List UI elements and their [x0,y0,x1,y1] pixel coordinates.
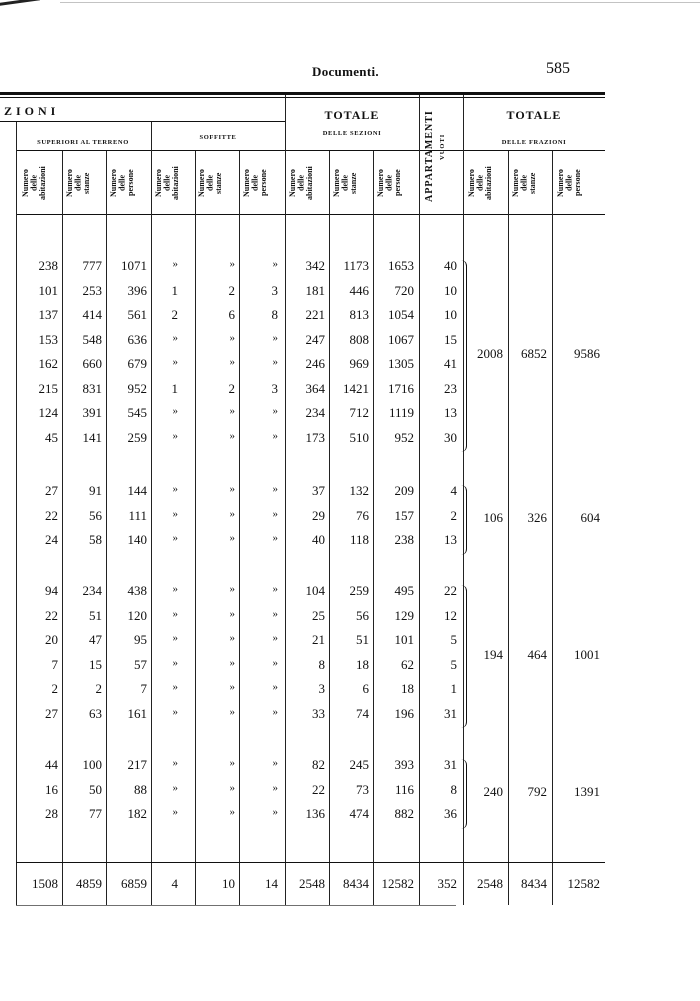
table-cell: 1119 [388,405,414,420]
table-cell: 16 [45,781,58,797]
grand-total-cell: 12582 [381,876,414,891]
table-cell: 101 [38,282,58,298]
table-cell: » [172,532,178,544]
table-cell: 82 [312,757,325,772]
table-cell: 50 [89,781,102,797]
table-cell: 22 [45,507,58,523]
table-cell: » [229,507,235,520]
page-number: 585 [546,60,570,77]
table-cell: 882 [394,806,414,821]
table-cell: » [229,532,235,544]
grand-total-cell: 4859 [76,876,102,891]
appartamenti-heading: APPARTAMENTI [424,110,435,202]
table-cell: 1 [450,681,457,696]
table-cell: » [172,681,178,693]
table-cell: 27 [45,483,58,498]
table-cell: 62 [401,656,414,672]
grand-total-cell: 4 [171,876,178,891]
table-cell: 33 [312,705,325,721]
table-cell: 679 [127,356,147,371]
table-cell: 13 [444,532,457,547]
table-cell: » [172,356,178,368]
soffitte-heading: SOFFITTE [199,134,237,141]
table-cell: » [272,583,278,595]
table-cell: 393 [394,757,414,772]
table-cell: 12 [444,607,457,623]
superiori-heading: SUPERIORI AL TERRENO [37,139,129,146]
col-label-soffitte-persone: Numero delle persone [242,169,268,197]
table-cell: 25 [312,607,325,623]
table-cell: » [229,583,235,595]
table-cell: 31 [444,757,457,772]
table-cell: 7 [51,656,58,672]
table-cell: 5 [450,632,457,647]
table-cell: » [272,429,278,442]
table-cell: 37 [312,483,325,498]
group-total-cell: 240 [483,783,503,799]
table-cell: 74 [356,705,369,721]
table-cell: » [229,607,235,620]
group-total-cell: 2008 [477,346,503,361]
table-cell: » [172,429,178,442]
group-total-cell: 194 [483,646,503,662]
section-heading: ZIONI [4,104,60,118]
table-cell: 8 [271,307,278,322]
grand-total-cell: 12582 [567,876,600,891]
table-cell: 73 [356,781,369,797]
rule-left [16,122,17,905]
table-cell: 253 [82,282,102,298]
table-cell: 141 [82,429,102,445]
table-cell: 3 [318,681,325,696]
table-cell: 1653 [388,258,414,273]
table-cell: 259 [349,583,369,598]
group-total-cell: 326 [527,509,547,525]
table-cell: 27 [45,705,58,721]
table-top-rule-2 [0,97,605,98]
table-cell: » [172,507,178,520]
table-cell: 36 [444,806,457,821]
table-cell: 1 [171,282,178,298]
subheading-rule [16,150,605,151]
table-cell: 8 [318,656,325,672]
table-cell: 51 [89,607,102,623]
table-cell: 129 [394,607,414,623]
grand-total-cell: 2548 [299,876,325,891]
table-cell: 24 [45,532,58,547]
table-cell: » [272,405,278,417]
total-rule-top [16,862,605,863]
table-cell: 495 [394,583,414,598]
table-cell: » [229,405,235,417]
table-cell: 47 [89,632,102,647]
group-total-cell: 464 [527,646,547,662]
col-label-sezioni-abitazioni: Numero delle abitazioni [288,166,314,200]
table-cell: 95 [134,632,147,647]
table-cell: 104 [305,583,325,598]
table-cell: » [272,607,278,620]
table-cell: » [229,356,235,368]
total-rule-bottom [16,905,456,906]
table-cell: 40 [444,258,457,273]
table-cell: » [172,483,178,495]
table-cell: 234 [305,405,325,420]
table-cell: » [229,781,235,794]
table-cell: 2 [228,282,235,298]
table-cell: 13 [444,405,457,420]
scan-line-top [60,2,700,3]
table-cell: 63 [89,705,102,721]
table-cell: 144 [127,483,147,498]
table-cell: » [172,583,178,595]
table-cell: 15 [444,331,457,347]
col-label-soffitte-stanze: Numero delle stanze [197,169,223,197]
table-cell: 76 [356,507,369,523]
table-cell: 246 [305,356,325,371]
table-cell: 57 [134,656,147,672]
table-cell: » [172,632,178,644]
table-cell: 40 [312,532,325,547]
group-total-cell: 106 [483,509,503,525]
table-cell: 8 [450,781,457,797]
table-cell: 29 [312,507,325,523]
table-cell: 2 [51,681,58,696]
table-cell: 23 [444,380,457,396]
col-label-soffitte-abitazioni: Numero delle abitazioni [154,166,180,200]
table-cell: » [172,705,178,718]
table-cell: 215 [38,380,58,396]
table-cell: 196 [394,705,414,721]
table-cell: 3 [271,380,278,396]
table-cell: 2 [228,380,235,396]
table-cell: » [172,405,178,417]
grand-total-cell: 8434 [521,876,547,891]
table-top-rule [0,92,605,95]
table-cell: 813 [349,307,369,322]
table-cell: 153 [38,331,58,347]
table-cell: 2 [95,681,102,696]
table-cell: 6 [362,681,369,696]
col-label-sezioni-persone: Numero delle persone [376,169,402,197]
table-cell: 161 [127,705,147,721]
table-cell: 952 [394,429,414,445]
col-label-stanze: Numero delle stanze [65,169,91,197]
table-cell: 4 [450,483,457,498]
table-cell: » [272,356,278,368]
table-cell: 1305 [388,356,414,371]
table-cell: » [172,258,178,270]
table-cell: 15 [89,656,102,672]
scan-mark-top-left [0,0,40,6]
grand-total-cell: 10 [222,876,235,891]
table-cell: 58 [89,532,102,547]
table-cell: 182 [127,806,147,821]
col-label-frazioni-abitazioni: Numero delle abitazioni [467,166,493,200]
table-cell: 137 [38,307,58,322]
group-total-cell: 792 [527,783,547,799]
table-cell: 6 [228,307,235,322]
table-cell: 831 [82,380,102,396]
table-cell: 157 [394,507,414,523]
table-cell: 111 [128,507,147,523]
group-total-cell: 6852 [521,346,547,361]
table-cell: 7 [140,681,147,696]
table-cell: 217 [127,757,147,772]
table-cell: » [172,331,178,344]
table-cell: 20 [45,632,58,647]
table-cell: » [272,656,278,669]
table-cell: 10 [444,307,457,322]
group-total-cell: 604 [580,509,600,525]
table-cell: 18 [401,681,414,696]
table-cell: 808 [349,331,369,347]
table-cell: 22 [45,607,58,623]
table-cell: 45 [45,429,58,445]
heading-rule-left [0,121,286,122]
grand-total-cell: 8434 [343,876,369,891]
grand-total-cell: 14 [265,876,278,891]
table-cell: 1054 [388,307,414,322]
table-cell: 247 [305,331,325,347]
table-cell: 259 [127,429,147,445]
table-cell: 209 [394,483,414,498]
table-cell: » [172,757,178,769]
table-cell: 94 [45,583,58,598]
table-cell: » [272,781,278,794]
table-cell: 342 [305,258,325,273]
table-cell: 28 [45,806,58,821]
table-cell: 3 [271,282,278,298]
table-cell: 132 [349,483,369,498]
table-cell: 116 [394,781,414,797]
table-cell: 5 [450,656,457,672]
table-cell: 777 [82,258,102,273]
table-cell: 56 [89,507,102,523]
table-cell: 136 [305,806,325,821]
table-cell: 118 [349,532,369,547]
table-cell: 712 [349,405,369,420]
table-cell: » [172,781,178,794]
table-cell: » [229,757,235,769]
table-cell: 548 [82,331,102,347]
table-cell: 364 [305,380,325,396]
table-cell: 474 [349,806,369,821]
table-cell: » [272,532,278,544]
table-cell: » [172,656,178,669]
table-cell: 31 [444,705,457,721]
table-cell: 22 [444,583,457,598]
table-cell: 969 [349,356,369,371]
table-cell: 561 [127,307,147,322]
table-cell: » [229,429,235,442]
table-cell: » [272,331,278,344]
table-cell: » [172,607,178,620]
grand-total-cell: 1508 [32,876,58,891]
table-cell: 18 [356,656,369,672]
table-cell: 545 [127,405,147,420]
vuoti-heading: VUOTI [439,133,446,160]
delle-frazioni-heading: DELLE FRAZIONI [501,139,567,146]
rule-c12 [552,151,553,905]
table-cell: 124 [38,405,58,420]
table-cell: » [272,483,278,495]
table-cell: 77 [89,806,102,821]
table-cell: » [229,258,235,270]
table-cell: 21 [312,632,325,647]
table-cell: 30 [444,429,457,445]
table-cell: 1067 [388,331,414,347]
table-cell: 238 [38,258,58,273]
table-cell: 391 [82,405,102,420]
table-cell: 51 [356,632,369,647]
table-cell: 1716 [388,380,414,396]
table-cell: 162 [38,356,58,371]
table-cell: 181 [305,282,325,298]
table-cell: 56 [356,607,369,623]
delle-sezioni-heading: DELLE SEZIONI [322,130,382,137]
grand-total-cell: 6859 [121,876,147,891]
table-cell: 510 [349,429,369,445]
table-cell: » [229,656,235,669]
table-cell: » [229,331,235,344]
table-cell: 636 [127,331,147,347]
table-cell: 41 [444,356,457,371]
table-cell: » [272,757,278,769]
table-cell: 120 [127,607,147,623]
totale-sezioni-heading: TOTALE [324,108,380,122]
grand-total-cell: 2548 [477,876,503,891]
table-cell: » [229,632,235,644]
totale-frazioni-heading: TOTALE [506,108,562,122]
group-total-cell: 9586 [574,346,600,361]
col-label-sezioni-stanze: Numero delle stanze [332,169,358,197]
table-cell: 101 [394,632,414,647]
table-cell: » [229,483,235,495]
table-cell: 173 [305,429,325,445]
table-cell: 2 [171,307,178,322]
table-cell: 221 [305,307,325,322]
col-label-frazioni-persone: Numero delle persone [556,169,582,197]
table-cell: » [272,507,278,520]
table-cell: 44 [45,757,58,772]
table-cell: 1 [171,380,178,396]
col-label-frazioni-stanze: Numero delle stanze [511,169,537,197]
table-cell: » [272,681,278,693]
table-cell: 91 [89,483,102,498]
table-cell: 1173 [343,258,369,273]
running-title: Documenti. [312,64,379,79]
table-cell: 2 [450,507,457,523]
group-total-cell: 1391 [574,783,600,799]
table-cell: » [272,806,278,818]
table-cell: 238 [394,532,414,547]
column-label-rule [16,214,605,215]
table-cell: 100 [82,757,102,772]
table-cell: » [272,705,278,718]
table-cell: 720 [394,282,414,298]
table-cell: 446 [349,282,369,298]
table-cell: 1071 [121,258,147,273]
table-cell: 22 [312,781,325,797]
table-cell: 952 [127,380,147,396]
table-cell: 396 [127,282,147,298]
table-cell: » [229,681,235,693]
col-label-persone: Numero delle persone [109,169,135,197]
table-cell: » [172,806,178,818]
table-cell: 88 [134,781,147,797]
table-cell: 414 [82,307,102,322]
table-cell: 1421 [343,380,369,396]
col-label-abitazioni: Numero delle abitazioni [21,166,47,200]
grand-total-cell: 352 [437,876,457,891]
group-total-cell: 1001 [574,646,600,662]
table-cell: 245 [349,757,369,772]
table-cell: » [229,806,235,818]
table-cell: 438 [127,583,147,598]
table-cell: 660 [82,356,102,371]
table-cell: » [272,258,278,270]
table-cell: » [272,632,278,644]
table-cell: 234 [82,583,102,598]
table-cell: 140 [127,532,147,547]
table-cell: 10 [444,282,457,298]
table-cell: » [229,705,235,718]
